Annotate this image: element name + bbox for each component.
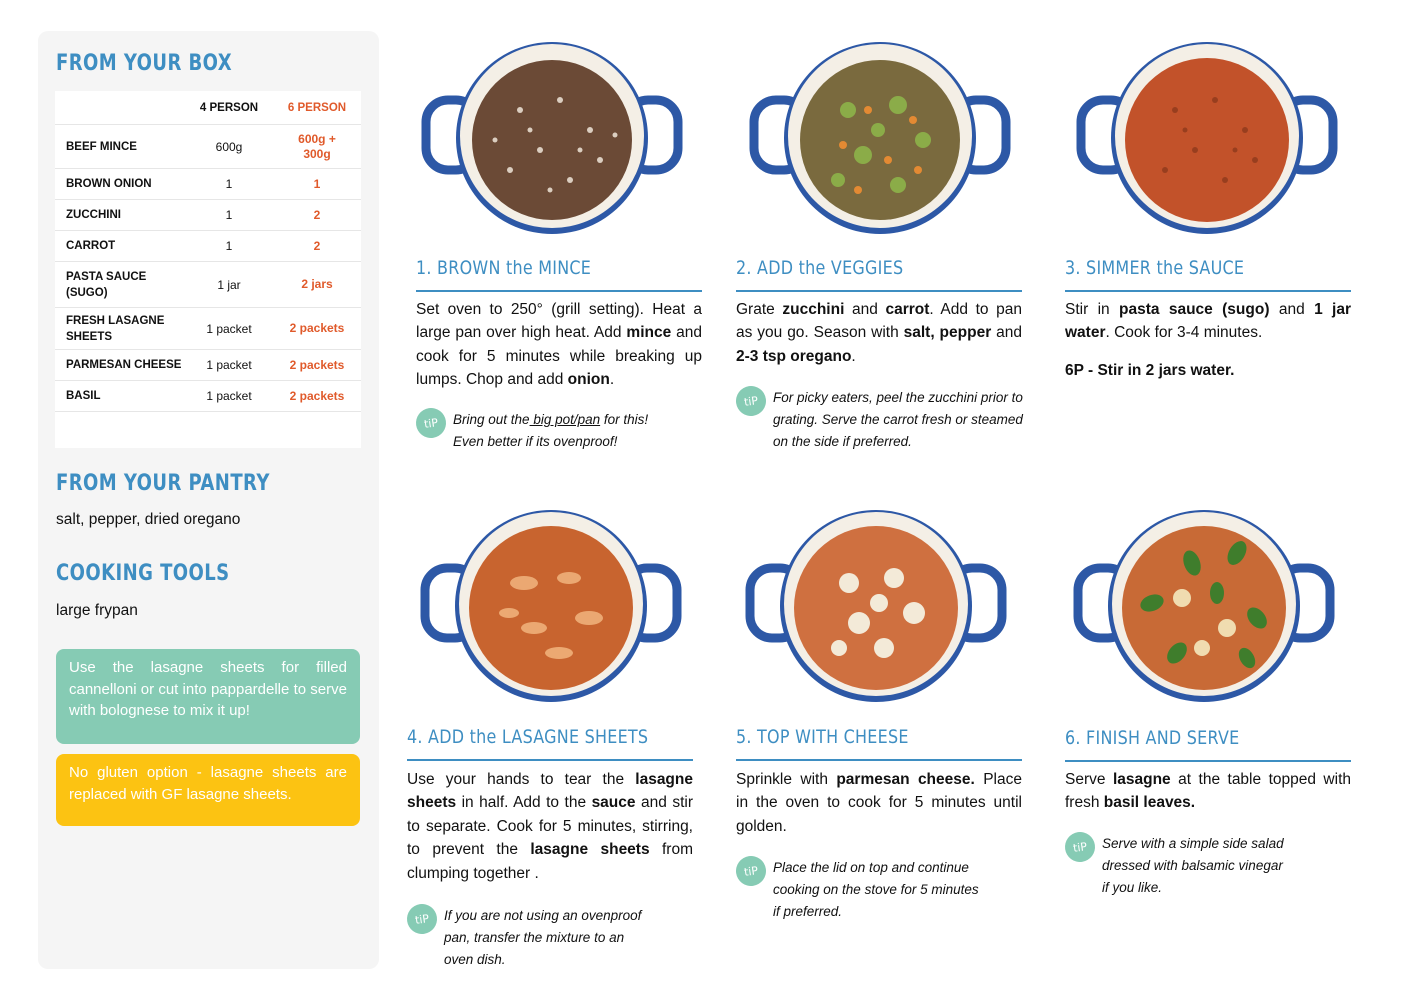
table-row — [55, 350, 361, 381]
ingredient-name — [55, 262, 185, 308]
cooking-tools-title: COOKING TOOLS — [56, 561, 230, 586]
table-header-row — [55, 91, 361, 125]
pot-lasagne-sheets-icon — [419, 508, 683, 704]
from-your-box-title: FROM YOUR BOX — [56, 51, 233, 76]
table-header-4-person: 4 PERSON — [199, 101, 259, 114]
ingredient-qty-6: 2 packets — [273, 381, 361, 412]
ingredient-qty-6: 2 — [273, 200, 361, 231]
step-instructions: Grate zucchini and carrot. Add to pan as you go. Season with salt, pepper and 2-3 tsp oregano. — [736, 301, 1023, 365]
tip-badge: tiP — [414, 406, 448, 440]
step-title: 6. FINISH AND SERVE — [1065, 727, 1240, 749]
pot-veggies-icon — [748, 40, 1012, 236]
ingredient-qty-6 — [273, 125, 361, 169]
ingredient-qty-4: 600g — [185, 125, 273, 169]
table-row — [55, 262, 361, 308]
ingredient-qty-4: 1 jar — [185, 262, 273, 308]
pantry-items: salt, pepper, dried oregano — [56, 511, 241, 528]
step-6 — [1065, 480, 1353, 992]
step-divider — [407, 759, 693, 761]
tip-text: If you are not using an ovenproof pan, transfer the mixture to an oven dish. — [444, 908, 642, 967]
ingredient-qty-6: 2 jars — [273, 262, 361, 308]
six-person-note: 6P - Stir in 2 jars water. — [1065, 362, 1235, 379]
tip-text: Serve with a simple side salad dressed with balsamic vinegar if you like. — [1102, 836, 1284, 895]
tip-text: For picky eaters, peel the zucchini prior to grating. Serve the carrot fresh or steamed on the side if preferred. — [773, 390, 1023, 449]
table-row — [55, 381, 361, 412]
step-title: 3. SIMMER the SAUCE — [1065, 257, 1245, 279]
step-instructions: Sprinkle with parmesan cheese. Place in the oven to cook for 5 minutes until golden. — [736, 771, 1022, 835]
table-row — [55, 125, 361, 169]
table-row — [55, 308, 361, 350]
ingredient-name: BROWN ONION — [55, 169, 185, 200]
table-row — [55, 200, 361, 231]
step-divider — [1065, 290, 1351, 292]
step-instructions: Use your hands to tear the lasagne sheets in half. Add to the sauce and stir to separate. Cook for 5 minutes, stirring, to prevent the lasagne sheets from clumping together . — [407, 771, 693, 882]
tip-badge: tiP — [734, 854, 768, 888]
pot-browned-mince-icon — [420, 40, 684, 236]
ingredient-qty-4: 1 — [185, 200, 273, 231]
step-1 — [416, 0, 704, 480]
table-row — [55, 169, 361, 200]
step-title: 5. TOP WITH CHEESE — [736, 726, 909, 748]
ingredient-qty-6: 2 packets — [273, 350, 361, 381]
step-divider — [416, 290, 702, 292]
ingredient-name: BEEF MINCE — [55, 125, 185, 169]
tip-badge: tiP — [1063, 830, 1097, 864]
ingredient-qty-4: 1 packet — [185, 381, 273, 412]
ingredient-qty-6: 1 — [273, 169, 361, 200]
tip-note-green: Use the lasagne sheets for filled cannelloni or cut into pappardelle to serve with bolognese to mix it up! — [56, 649, 360, 744]
pot-sauce-icon — [1075, 40, 1339, 236]
step-2 — [736, 0, 1024, 480]
ingredient-qty-6: 2 — [273, 231, 361, 262]
step-instructions: Serve lasagne at the table topped with fresh basil leaves. — [1065, 771, 1351, 812]
tip-badge: tiP — [734, 384, 768, 418]
step-divider — [736, 759, 1022, 761]
step-instructions: Set oven to 250° (grill setting). Heat a large pan over high heat. Add mince and cook for 5 minutes while breaking up lumps. Chop and add onion. — [416, 301, 703, 389]
ingredient-qty-4: 1 — [185, 169, 273, 200]
ingredients-sidebar — [38, 31, 379, 969]
pot-basil-icon — [1072, 508, 1336, 704]
pot-cheese-icon — [744, 508, 1008, 704]
ingredient-name-text: PASTA SAUCE (SUGO) — [66, 270, 147, 299]
step-3 — [1065, 0, 1353, 480]
ingredient-name-text: FRESH LASAGNE SHEETS — [66, 314, 165, 343]
step-4 — [407, 480, 695, 992]
ingredient-name: ZUCCHINI — [55, 200, 185, 231]
ingredient-qty-4: 1 packet — [185, 308, 273, 350]
cooking-tools-items: large frypan — [56, 602, 138, 619]
step-divider — [1065, 760, 1351, 762]
from-your-pantry-title: FROM YOUR PANTRY — [56, 471, 270, 496]
tip-badge: tiP — [405, 902, 439, 936]
ingredient-qty-4: 1 packet — [185, 350, 273, 381]
step-title: 2. ADD the VEGGIES — [736, 257, 904, 279]
ingredient-qty-4: 1 — [185, 231, 273, 262]
step-divider — [736, 290, 1022, 292]
ingredient-name: CARROT — [55, 231, 185, 262]
ingredient-qty-6: 2 packets — [273, 308, 361, 350]
table-row — [55, 231, 361, 262]
step-5 — [736, 480, 1024, 992]
ingredient-name: PARMESAN CHEESE — [55, 350, 185, 381]
step-title: 4. ADD the LASAGNE SHEETS — [407, 726, 649, 748]
step-instructions: Stir in pasta sauce (sugo) and 1 jar water. Cook for 3-4 minutes. — [1065, 301, 1351, 342]
tip-text: Bring out the big pot/pan for this! Even better if its ovenproof! — [453, 412, 649, 449]
ingredient-name — [55, 308, 185, 350]
tip-text: Place the lid on top and continue cooking on the stove for 5 minutes if preferred. — [773, 860, 979, 919]
table-header-6-person: 6 PERSON — [287, 101, 347, 114]
ingredients-table — [55, 91, 361, 448]
gluten-free-note: No gluten option - lasagne sheets are replaced with GF lasagne sheets. — [56, 754, 360, 826]
ingredient-qty-6-text: 600g + 300g — [298, 131, 336, 161]
table-header-blank — [55, 91, 185, 125]
ingredient-name: BASIL — [55, 381, 185, 412]
step-title: 1. BROWN the MINCE — [416, 257, 592, 279]
